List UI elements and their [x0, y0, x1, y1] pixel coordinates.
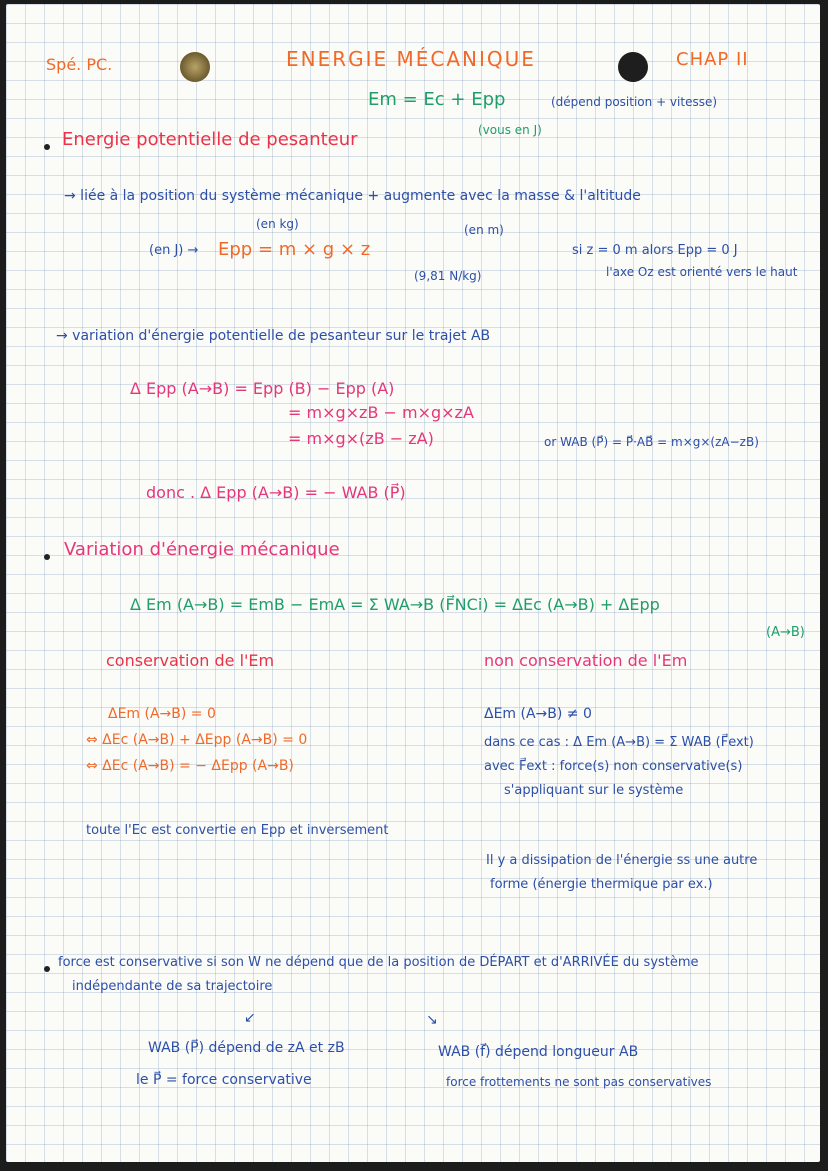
note-z-zero: si z = 0 m alors Epp = 0 J	[572, 243, 738, 258]
note-axis: l'axe Oz est orienté vers le haut	[606, 265, 798, 279]
section1-line1: → liée à la position du système mécanique + augmente avec la masse & l'altitude	[64, 188, 641, 204]
delta-em-formula: Δ Em (A→B) = EmB − EmA = Σ WA→B (F⃗NCi) = ΔEc (A→B) + ΔEpp	[130, 595, 660, 614]
conservation-title: conservation de l'Em	[106, 651, 275, 670]
unit-note: (vous en J)	[478, 123, 542, 137]
dissipation-note1: Il y a dissipation de l'énergie ss une autre	[486, 853, 758, 868]
page-title: ENERGIE MÉCANIQUE	[286, 47, 536, 71]
chapter-label: CHAP II	[676, 49, 749, 70]
non-conservation-title: non conservation de l'Em	[484, 651, 688, 670]
bullet-dot	[44, 554, 50, 560]
punch-hole-left	[180, 52, 210, 82]
dissipation-note2: forme (énergie thermique par ex.)	[490, 877, 713, 892]
conservation-line3: ⇔ ΔEc (A→B) = − ΔEpp (A→B)	[86, 758, 294, 774]
conservation-line2: ⇔ ΔEc (A→B) + ΔEpp (A→B) = 0	[86, 732, 308, 748]
delta-epp-step3: = m×g×(zB − zA)	[288, 429, 434, 448]
unit-prefix: (en J) →	[149, 243, 199, 258]
delta-epp-step2: = m×g×zB − m×g×zA	[288, 403, 474, 422]
delta-epp-conclusion: donc . Δ Epp (A→B) = − WAB (P⃗)	[146, 483, 406, 502]
subject-label: Spé. PC.	[46, 55, 113, 74]
bullet-dot	[44, 144, 50, 150]
z-unit: (en m)	[464, 223, 504, 237]
conservation-line1: ΔEm (A→B) = 0	[108, 706, 216, 722]
mechanical-energy-formula: Em = Ec + Epp	[368, 89, 506, 110]
delta-em-formula-tail: (A→B)	[766, 625, 805, 640]
mass-unit: (en kg)	[256, 217, 299, 231]
epp-formula: Epp = m × g × z	[218, 239, 371, 260]
friction-work-note: WAB (f⃗) dépend longueur AB	[438, 1044, 639, 1060]
non-conservation-line1: ΔEm (A→B) ≠ 0	[484, 706, 592, 722]
non-conservation-line2: dans ce cas : Δ Em (A→B) = Σ WAB (F⃗ext)	[484, 735, 754, 750]
non-conservation-line3: avec F⃗ext : force(s) non conservative(s)	[484, 759, 743, 774]
conservative-force-definition: force est conservative si son W ne dépend que de la position de DÉPART et d'ARRIVÉE du système	[58, 955, 699, 970]
work-weight-note: or WAB (P⃗) = P⃗·AB⃗ = m×g×(zA−zB)	[544, 435, 759, 449]
section-title-potential-energy: Energie potentielle de pesanteur	[62, 129, 358, 150]
section1-line2: → variation d'énergie potentielle de pesanteur sur le trajet AB	[56, 328, 491, 344]
weight-work-note: WAB (P⃗) dépend de zA et zB	[148, 1040, 345, 1056]
arrow-down-icon: ↘	[426, 1012, 438, 1028]
bullet-dot	[44, 966, 50, 972]
punch-hole-right	[618, 52, 648, 82]
conservative-force-definition-2: indépendante de sa trajectoire	[72, 979, 273, 994]
weight-conservative-note: le P⃗ = force conservative	[136, 1072, 312, 1088]
formula-note: (dépend position + vitesse)	[551, 95, 718, 109]
notebook-page	[6, 4, 820, 1162]
section-title-mechanical-variation: Variation d'énergie mécanique	[64, 539, 340, 560]
conservation-note: toute l'Ec est convertie en Epp et inversement	[86, 823, 389, 838]
arrow-down-icon: ↙	[244, 1010, 256, 1026]
delta-epp-step1: Δ Epp (A→B) = Epp (B) − Epp (A)	[130, 379, 395, 398]
non-conservation-line4: s'appliquant sur le système	[504, 783, 684, 798]
friction-non-conservative-note: force frottements ne sont pas conservatives	[446, 1075, 712, 1089]
g-value: (9,81 N/kg)	[414, 269, 482, 283]
